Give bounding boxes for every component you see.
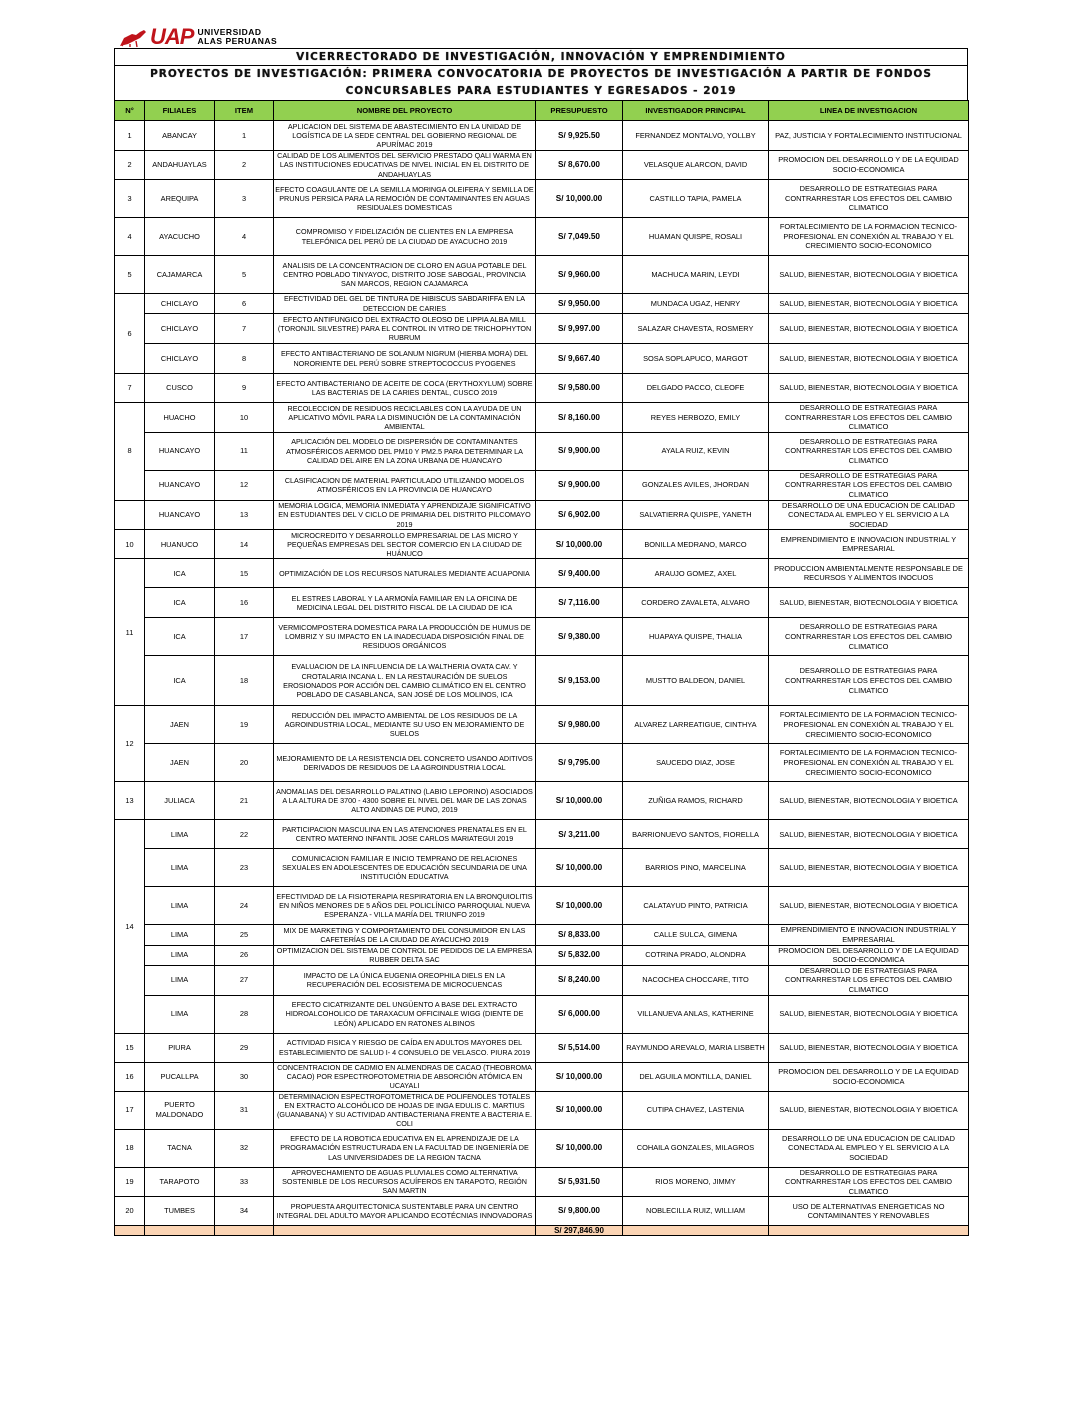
cell-investigador: DEL AGUILA MONTILLA, DANIEL xyxy=(623,1062,769,1091)
cell-presupuesto: S/ 9,667.40 xyxy=(536,344,623,374)
cell-presupuesto: S/ 10,000.00 xyxy=(536,530,623,559)
table-row xyxy=(115,1033,969,1062)
cell-presupuesto: S/ 10,000.00 xyxy=(536,1129,623,1167)
cell-investigador: SAUCEDO DIAZ, JOSE xyxy=(623,744,769,782)
cell-n: 18 xyxy=(115,1129,145,1167)
cell-item: 5 xyxy=(215,256,274,294)
cell-proyecto: PROPUESTA ARQUITECTONICA SUSTENTABLE PARA UN CENTRO INTEGRAL DEL ADULTO MAYOR APLICANDO ECOTÉCNIAS INNOVADORAS xyxy=(274,1197,536,1226)
cell-filial: JAEN xyxy=(145,706,215,744)
cell-presupuesto: S/ 10,000.00 xyxy=(536,1091,623,1129)
cell-linea: DESARROLLO DE ESTRATEGIAS PARA CONTRARRESTAR LOS EFECTOS DEL CAMBIO CLIMATICO xyxy=(769,1167,969,1197)
cell-filial: AREQUIPA xyxy=(145,180,215,218)
cell-item: 7 xyxy=(215,314,274,344)
cell-filial: JAEN xyxy=(145,744,215,782)
projects-document xyxy=(114,48,968,1236)
table-row xyxy=(115,820,969,849)
cell-filial: ICA xyxy=(145,618,215,656)
logo-name-line2: ALAS PERUANAS xyxy=(197,36,278,46)
cell-proyecto: ANALISIS DE LA CONCENTRACION DE CLORO EN AGUA POTABLE DEL CENTRO POBLADO TINYAYOC, DISTRITO JOSE SABOGAL, PROVINCIA SAN MARCOS, REGION CAJAMARCA xyxy=(274,256,536,294)
cell-proyecto: ACTIVIDAD FISICA Y RIESGO DE CAÍDA EN ADULTOS MAYORES DEL ESTABLECIMIENTO DE SALUD I- 4 CONSUELO DE VELASCO. PIURA 2019 xyxy=(274,1033,536,1062)
cell-investigador: CALATAYUD PINTO, PATRICIA xyxy=(623,887,769,925)
cell-presupuesto: S/ 9,900.00 xyxy=(536,432,623,470)
cell-n: 11 xyxy=(115,559,145,706)
cell-item: 25 xyxy=(215,925,274,945)
cell-filial: HUANUCO xyxy=(145,530,215,559)
cell-item: 13 xyxy=(215,500,274,530)
cell-filial: HUANCAYO xyxy=(145,470,215,500)
cell-item: 26 xyxy=(215,945,274,965)
cell-proyecto: PARTICIPACION MASCULINA EN LAS ATENCIONES PRENATALES EN EL CENTRO MATERNO INFANTIL JOSE CARLOS MARIATEGUI 2019 xyxy=(274,820,536,849)
cell-linea: DESARROLLO DE ESTRATEGIAS PARA CONTRARRESTAR LOS EFECTOS DEL CAMBIO CLIMATICO xyxy=(769,180,969,218)
cell-filial: CHICLAYO xyxy=(145,344,215,374)
cell-proyecto: EFECTO CICATRIZANTE DEL UNGÜENTO A BASE DEL EXTRACTO HIDROALCOHOLICO DE TARAXACUM OFFICINALE WIGG (DIENTE DE LEÓN) APLICADO EN RATONES ALBINOS xyxy=(274,995,536,1033)
cell-investigador: BARRIOS PINO, MARCELINA xyxy=(623,849,769,887)
cell-investigador: DELGADO PACCO, CLEOFE xyxy=(623,374,769,403)
cell-proyecto: COMPROMISO Y FIDELIZACIÓN DE CLIENTES EN LA EMPRESA TELEFÓNICA DEL PERÚ DE LA CIUDAD DE AYACUCHO 2019 xyxy=(274,218,536,256)
cell-linea: SALUD, BIENESTAR, BIOTECNOLOGIA Y BIOETICA xyxy=(769,374,969,403)
cell-proyecto: EFECTO DE LA ROBOTICA EDUCATIVA EN EL APRENDIZAJE DE LA PROGRAMACIÓN ESTRUCTURADA EN LA FACULTAD DE INGENIERÍA DE LAS UNIVERSIDADES DE LA REGION TACNA xyxy=(274,1129,536,1167)
table-row xyxy=(115,218,969,256)
cell-filial: LIMA xyxy=(145,820,215,849)
cell-investigador: BARRIONUEVO SANTOS, FIORELLA xyxy=(623,820,769,849)
university-logo xyxy=(118,24,277,50)
cell-proyecto: DETERMINACION ESPECTROFOTOMETRICA DE POLIFENOLES TOTALES EN EXTRACTO ALCOHÓLICO DE HOJAS DE INGA EDULIS C. MARTIUS (GUANABANA) Y SU ACTIVIDAD ANTIBACTERIANA FRENTE A BACTERIA E. COLI xyxy=(274,1091,536,1129)
cell-proyecto: MEJORAMIENTO DE LA RESISTENCIA DEL CONCRETO USANDO ADITIVOS DERIVADOS DE RESIDUOS DE LA AGROINDUSTRIA LOCAL xyxy=(274,744,536,782)
cell-item: 6 xyxy=(215,294,274,314)
cell-proyecto: APLICACION DEL SISTEMA DE ABASTECIMIENTO EN LA UNIDAD DE LOGÍSTICA DE LA SEDE CENTRAL DEL GOBIERNO REGIONAL DE APURÍMAC 2019 xyxy=(274,121,536,151)
cell-presupuesto: S/ 5,514.00 xyxy=(536,1033,623,1062)
cell-presupuesto: S/ 6,000.00 xyxy=(536,995,623,1033)
cell-presupuesto: S/ 9,925.50 xyxy=(536,121,623,151)
cell-investigador: CUTIPA CHAVEZ, LASTENIA xyxy=(623,1091,769,1129)
cell-linea: EMPRENDIMIENTO E INNOVACION INDUSTRIAL Y EMPRESARIAL xyxy=(769,530,969,559)
cell-filial: LIMA xyxy=(145,849,215,887)
cell-n: 10 xyxy=(115,530,145,559)
table-row xyxy=(115,530,969,559)
cell-investigador: CASTILLO TAPIA, PAMELA xyxy=(623,180,769,218)
cell-filial: JULIACA xyxy=(145,782,215,820)
cell-investigador: AYALA RUIZ, KEVIN xyxy=(623,432,769,470)
cell-linea: DESARROLLO DE ESTRATEGIAS PARA CONTRARRESTAR LOS EFECTOS DEL CAMBIO CLIMATICO xyxy=(769,618,969,656)
table-row xyxy=(115,559,969,588)
table-row xyxy=(115,849,969,887)
cell-item: 12 xyxy=(215,470,274,500)
cell-investigador: NACOCHEA CHOCCARE, TITO xyxy=(623,965,769,995)
cell-presupuesto: S/ 7,116.00 xyxy=(536,588,623,618)
cell-linea: SALUD, BIENESTAR, BIOTECNOLOGIA Y BIOETICA xyxy=(769,995,969,1033)
cell-item: 20 xyxy=(215,744,274,782)
cell-proyecto: EFECTIVIDAD DEL GEL DE TINTURA DE HIBISCUS SABDARIFFA EN LA DETECCION DE CARIES xyxy=(274,294,536,314)
cell-proyecto: MEMORIA LOGICA, MEMORIA INMEDIATA Y APRENDIZAJE SIGNIFICATIVO EN ESTUDIANTES DEL V CICLO DE PRIMARIA DEL DISTRITO PILCOMAYO 2019 xyxy=(274,500,536,530)
table-row xyxy=(115,374,969,403)
table-row xyxy=(115,995,969,1033)
cell-investigador: HUAPAYA QUISPE, THALIA xyxy=(623,618,769,656)
cell-linea: DESARROLLO DE ESTRATEGIAS PARA CONTRARRESTAR LOS EFECTOS DEL CAMBIO CLIMATICO xyxy=(769,470,969,500)
cell-item: 18 xyxy=(215,656,274,706)
cell-filial: TARAPOTO xyxy=(145,1167,215,1197)
table-row xyxy=(115,470,969,500)
cell-presupuesto: S/ 10,000.00 xyxy=(536,849,623,887)
cell-linea: SALUD, BIENESTAR, BIOTECNOLOGIA Y BIOETICA xyxy=(769,1091,969,1129)
cell-item: 30 xyxy=(215,1062,274,1091)
cell-linea: PROMOCION DEL DESARROLLO Y DE LA EQUIDAD SOCIO-ECONOMICA xyxy=(769,1062,969,1091)
cell-n: 12 xyxy=(115,706,145,782)
col-header-investigador: INVESTIGADOR PRINCIPAL xyxy=(623,101,769,121)
table-row xyxy=(115,618,969,656)
cell-n: 15 xyxy=(115,1033,145,1062)
cell-proyecto: ANOMALIAS DEL DESARROLLO PALATINO (LABIO LEPORINO) ASOCIADOS A LA ALTURA DE 3700 - 4300 SOBRE EL NIVEL DEL MAR DE LAS ZONAS ALTO ANDINAS DE PUNO, 2019 xyxy=(274,782,536,820)
cell-presupuesto: S/ 8,160.00 xyxy=(536,403,623,433)
table-row xyxy=(115,925,969,945)
cell-n: 20 xyxy=(115,1197,145,1226)
cell-proyecto: OPTIMIZACION DEL SISTEMA DE CONTROL DE PEDIDOS DE LA EMPRESA RUBBER DELTA SAC xyxy=(274,945,536,965)
col-header-presupuesto: PRESUPUESTO xyxy=(536,101,623,121)
cell-n: 5 xyxy=(115,256,145,294)
cell-item: 16 xyxy=(215,588,274,618)
cell-item: 9 xyxy=(215,374,274,403)
cell-filial: CUSCO xyxy=(145,374,215,403)
cell-proyecto: EFECTO ANTIBACTERIANO DE ACEITE DE COCA (ERYTHOXYLUM) SOBRE LAS BACTERIAS DE LA CARIES DENTAL, CUSCO 2019 xyxy=(274,374,536,403)
cell-linea: PROMOCION DEL DESARROLLO Y DE LA EQUIDAD SOCIO-ECONOMICA xyxy=(769,945,969,965)
cell-item: 32 xyxy=(215,1129,274,1167)
cell-proyecto: EFECTO ANTIFUNGICO DEL EXTRACTO OLEOSO DE LIPPIA ALBA MILL (TORONJIL SILVESTRE) PARA EL CONTROL IN VITRO DE TRICHOPHYTON RUBRUM xyxy=(274,314,536,344)
cell-linea: SALUD, BIENESTAR, BIOTECNOLOGIA Y BIOETICA xyxy=(769,1033,969,1062)
cell-item: 4 xyxy=(215,218,274,256)
col-header-item: ITEM xyxy=(215,101,274,121)
cell-investigador: RAYMUNDO AREVALO, MARIA LISBETH xyxy=(623,1033,769,1062)
cell-proyecto: REDUCCIÓN DEL IMPACTO AMBIENTAL DE LOS RESIDUOS DE LA AGROINDUSTRIA LOCAL, MEDIANTE SU USO EN MEJORAMIENTO DE SUELOS xyxy=(274,706,536,744)
cell-presupuesto: S/ 6,902.00 xyxy=(536,500,623,530)
cell-n: 2 xyxy=(115,151,145,180)
cell-linea: DESARROLLO DE ESTRATEGIAS PARA CONTRARRESTAR LOS EFECTOS DEL CAMBIO CLIMATICO xyxy=(769,656,969,706)
cell-item: 2 xyxy=(215,151,274,180)
cell-item: 31 xyxy=(215,1091,274,1129)
cell-proyecto: RECOLECCION DE RESIDUOS RECICLABLES CON LA AYUDA DE UN APLICATIVO MÓVIL PARA LA DISMINUCIÓN DE LA CONTAMINACIÓN AMBIENTAL xyxy=(274,403,536,433)
cell-linea: FORTALECIMIENTO DE LA FORMACION TECNICO-PROFESIONAL EN CONEXIÓN AL TRABAJO Y EL CRECIMIENTO SOCIO-ECONOMICO xyxy=(769,744,969,782)
cell-investigador: CORDERO ZAVALETA, ALVARO xyxy=(623,588,769,618)
cell-investigador: MUNDACA UGAZ, HENRY xyxy=(623,294,769,314)
cell-filial: ICA xyxy=(145,588,215,618)
cell-n: 4 xyxy=(115,218,145,256)
cell-proyecto: APLICACIÓN DEL MODELO DE DISPERSIÓN DE CONTAMINANTES ATMOSFÉRICOS AERMOD DEL PM10 Y PM2.5 PARA DETERMINAR LA CALIDAD DEL AIRE EN LA ZONA URBANA DE HUANCAYO xyxy=(274,432,536,470)
table-row xyxy=(115,1129,969,1167)
cell-linea: SALUD, BIENESTAR, BIOTECNOLOGIA Y BIOETICA xyxy=(769,294,969,314)
cell-presupuesto: S/ 3,211.00 xyxy=(536,820,623,849)
cell-presupuesto: S/ 9,795.00 xyxy=(536,744,623,782)
cell-proyecto: COMUNICACION FAMILIAR E INICIO TEMPRANO DE RELACIONES SEXUALES EN ADOLESCENTES DE EDUCACIÓN SECUNDARIA DE UNA INSTITUCIÓN EDUCATIVA xyxy=(274,849,536,887)
cell-proyecto: EFECTO ANTIBACTERIANO DE SOLANUM NIGRUM (HIERBA MORA) DEL NORORIENTE DEL PERÚ SOBRE STREPTOCOCCUS PYOGENES xyxy=(274,344,536,374)
cell-linea: EMPRENDIMIENTO E INNOVACION INDUSTRIAL Y EMPRESARIAL xyxy=(769,925,969,945)
cell-filial: HUANCAYO xyxy=(145,500,215,530)
cell-proyecto: EL ESTRES LABORAL Y LA ARMONÍA FAMILIAR EN LA OFICINA DE MEDICINA LEGAL DEL DISTRITO FISCAL DE LA CIUDAD DE ICA xyxy=(274,588,536,618)
logo-brand: UAP xyxy=(150,24,194,49)
cell-presupuesto: S/ 8,833.00 xyxy=(536,925,623,945)
cell-presupuesto: S/ 9,980.00 xyxy=(536,706,623,744)
cell-investigador: CALLE SULCA, GIMENA xyxy=(623,925,769,945)
cell-linea: FORTALECIMIENTO DE LA FORMACION TECNICO-PROFESIONAL EN CONEXIÓN AL TRABAJO Y EL CRECIMIENTO SOCIO-ECONOMICO xyxy=(769,218,969,256)
cell-n: 8 xyxy=(115,403,145,501)
cell-linea: FORTALECIMIENTO DE LA FORMACION TECNICO-PROFESIONAL EN CONEXIÓN AL TRABAJO Y EL CRECIMIENTO SOCIO-ECONOMICO xyxy=(769,706,969,744)
table-row xyxy=(115,965,969,995)
cell-linea: DESARROLLO DE ESTRATEGIAS PARA CONTRARRESTAR LOS EFECTOS DEL CAMBIO CLIMATICO xyxy=(769,965,969,995)
cell-n: 13 xyxy=(115,782,145,820)
cell-filial: ICA xyxy=(145,559,215,588)
cell-investigador: MACHUCA MARIN, LEYDI xyxy=(623,256,769,294)
cell-linea: PROMOCION DEL DESARROLLO Y DE LA EQUIDAD SOCIO-ECONOMICA xyxy=(769,151,969,180)
cell-presupuesto: S/ 9,997.00 xyxy=(536,314,623,344)
col-header-n: N° xyxy=(115,101,145,121)
table-row xyxy=(115,588,969,618)
cell-presupuesto: S/ 9,380.00 xyxy=(536,618,623,656)
table-row xyxy=(115,945,969,965)
cell-item: 3 xyxy=(215,180,274,218)
cell-investigador: SALAZAR CHAVESTA, ROSMERY xyxy=(623,314,769,344)
cell-proyecto: EFECTIVIDAD DE LA FISIOTERAPIA RESPIRATORIA EN LA BRONQUIOLITIS EN NIÑOS MENORES DE 5 AÑOS DEL POLICLÍNICO PARROQUIAL NUEVA ESPERANZA - VILLA MARÍA DEL TRIUNFO 2019 xyxy=(274,887,536,925)
cell-filial: PIURA xyxy=(145,1033,215,1062)
table-row xyxy=(115,782,969,820)
table-row xyxy=(115,744,969,782)
cell-proyecto: CLASIFICACION DE MATERIAL PARTICULADO UTILIZANDO MODELOS ATMOSFÉRICOS EN LA PROVINCIA DE HUANCAYO xyxy=(274,470,536,500)
cell-proyecto: MIX DE MARKETING Y COMPORTAMIENTO DEL CONSUMIDOR EN LAS CAFETERÍAS DE LA CIUDAD DE AYACUCHO 2019 xyxy=(274,925,536,945)
cell-n: 14 xyxy=(115,820,145,1033)
cell-proyecto: OPTIMIZACIÓN DE LOS RECURSOS NATURALES MEDIANTE ACUAPONIA xyxy=(274,559,536,588)
cell-investigador: RIOS MORENO, JIMMY xyxy=(623,1167,769,1197)
cell-linea: SALUD, BIENESTAR, BIOTECNOLOGIA Y BIOETICA xyxy=(769,588,969,618)
table-row xyxy=(115,256,969,294)
cell-proyecto: CONCENTRACION DE CADMIO EN ALMENDRAS DE CACAO (THEOBROMA CACAO) POR ESPECTROFOTOMETRIA DE ABSORCIÓN ATÓMICA EN UCAYALI xyxy=(274,1062,536,1091)
cell-filial: HUANCAYO xyxy=(145,432,215,470)
cell-item: 23 xyxy=(215,849,274,887)
cell-item: 8 xyxy=(215,344,274,374)
table-row xyxy=(115,887,969,925)
cell-presupuesto: S/ 5,931.50 xyxy=(536,1167,623,1197)
cell-investigador: FERNANDEZ MONTALVO, YOLLBY xyxy=(623,121,769,151)
cell-linea: PAZ, JUSTICIA Y FORTALECIMIENTO INSTITUCIONAL xyxy=(769,121,969,151)
table-row xyxy=(115,706,969,744)
cell-proyecto: IMPACTO DE LA ÚNICA EUGENIA OREOPHILA DIELS EN LA RECUPERACIÓN DEL ECOSISTEMA DE MICROCUENCAS xyxy=(274,965,536,995)
cell-investigador: REYES HERBOZO, EMILY xyxy=(623,403,769,433)
cell-proyecto: EFECTO COAGULANTE DE LA SEMILLA MORINGA OLEIFERA Y SEMILLA DE PRUNUS PERSICA PARA LA REMOCIÓN DE CONTAMINANTES EN AGUAS RESIDUALES DOMESTICAS xyxy=(274,180,536,218)
cell-item: 15 xyxy=(215,559,274,588)
cell-filial: AYACUCHO xyxy=(145,218,215,256)
cell-n: 3 xyxy=(115,180,145,218)
cell-filial: PUCALLPA xyxy=(145,1062,215,1091)
cell-linea: SALUD, BIENESTAR, BIOTECNOLOGIA Y BIOETICA xyxy=(769,820,969,849)
cell-linea: SALUD, BIENESTAR, BIOTECNOLOGIA Y BIOETICA xyxy=(769,344,969,374)
cell-investigador: MUSTTO BALDEON, DANIEL xyxy=(623,656,769,706)
logo-name-line1: UNIVERSIDAD xyxy=(197,27,262,37)
cell-presupuesto: S/ 9,800.00 xyxy=(536,1197,623,1226)
table-row xyxy=(115,1197,969,1226)
cell-filial: CHICLAYO xyxy=(145,314,215,344)
cell-item: 34 xyxy=(215,1197,274,1226)
cell-presupuesto: S/ 7,049.50 xyxy=(536,218,623,256)
cell-proyecto: EVALUACION DE LA INFLUENCIA DE LA WALTHERIA OVATA CAV. Y CROTALARIA INCANA L. EN LA RESTAURACIÓN DE SUELOS EROSIONADOS POR ACCIÓN DEL CAMBIO CLIMÁTICO EN EL CENTRO POBLADO DE CASABLANCA, SAN JOSÉ DE LOS MOLINOS, ICA xyxy=(274,656,536,706)
cell-linea: SALUD, BIENESTAR, BIOTECNOLOGIA Y BIOETICA xyxy=(769,256,969,294)
table-row xyxy=(115,1167,969,1197)
table-row xyxy=(115,121,969,151)
table-row xyxy=(115,432,969,470)
cell-investigador: COTRINA PRADO, ALONDRA xyxy=(623,945,769,965)
cell-proyecto: MICROCREDITO Y DESARROLLO EMPRESARIAL DE LAS MICRO Y PEQUEÑAS EMPRESAS DEL SECTOR COMERCIO EN LA CIUDAD DE HUÁNUCO xyxy=(274,530,536,559)
cell-filial: CAJAMARCA xyxy=(145,256,215,294)
cell-investigador: ZUÑIGA RAMOS, RICHARD xyxy=(623,782,769,820)
cell-investigador: COHAILA GONZALES, MILAGROS xyxy=(623,1129,769,1167)
cell-presupuesto: S/ 9,153.00 xyxy=(536,656,623,706)
cell-investigador: SOSA SOPLAPUCO, MARGOT xyxy=(623,344,769,374)
cell-item: 24 xyxy=(215,887,274,925)
col-header-linea: LINEA DE INVESTIGACION xyxy=(769,101,969,121)
cell-filial: LIMA xyxy=(145,945,215,965)
cell-item: 28 xyxy=(215,995,274,1033)
table-header-row xyxy=(115,101,969,121)
table-row xyxy=(115,151,969,180)
cell-linea: SALUD, BIENESTAR, BIOTECNOLOGIA Y BIOETICA xyxy=(769,887,969,925)
cell-presupuesto: S/ 10,000.00 xyxy=(536,1062,623,1091)
cell-presupuesto: S/ 9,950.00 xyxy=(536,294,623,314)
col-header-proyecto: NOMBRE DEL PROYECTO xyxy=(274,101,536,121)
cell-n: 16 xyxy=(115,1062,145,1091)
cell-n: 17 xyxy=(115,1091,145,1129)
table-row xyxy=(115,294,969,314)
cell-linea: SALUD, BIENESTAR, BIOTECNOLOGIA Y BIOETICA xyxy=(769,849,969,887)
cell-item: 29 xyxy=(215,1033,274,1062)
cell-item: 27 xyxy=(215,965,274,995)
cell-item: 22 xyxy=(215,820,274,849)
cell-n: 7 xyxy=(115,374,145,403)
cell-investigador: HUAMAN QUISPE, ROSALI xyxy=(623,218,769,256)
cell-filial: PUERTO MALDONADO xyxy=(145,1091,215,1129)
document-subtitle: PROYECTOS DE INVESTIGACIÓN: PRIMERA CONVOCATORIA DE PROYECTOS DE INVESTIGACIÓN A PARTIR DE FONDOS CONCURSABLES PARA ESTUDIANTES Y EGRESADOS - 2019 xyxy=(114,65,968,100)
cell-linea: DESARROLLO DE ESTRATEGIAS PARA CONTRARRESTAR LOS EFECTOS DEL CAMBIO CLIMATICO xyxy=(769,403,969,433)
cell-linea: DESARROLLO DE UNA EDUCACION DE CALIDAD CONECTADA AL EMPLEO Y EL SERVICIO A LA SOCIEDAD xyxy=(769,1129,969,1167)
cell-proyecto: APROVECHAMIENTO DE AGUAS PLUVIALES COMO ALTERNATIVA SOSTENIBLE DE LOS RECURSOS ACUÍFEROS EN TARAPOTO, REGIÓN SAN MARTIN xyxy=(274,1167,536,1197)
cell-presupuesto: S/ 9,900.00 xyxy=(536,470,623,500)
cell-n xyxy=(115,500,145,530)
cell-investigador: ARAUJO GOMEZ, AXEL xyxy=(623,559,769,588)
cell-filial: ANDAHUAYLAS xyxy=(145,151,215,180)
table-row xyxy=(115,1091,969,1129)
cell-investigador: BONILLA MEDRANO, MARCO xyxy=(623,530,769,559)
cell-investigador: VILLANUEVA ANLAS, KATHERINE xyxy=(623,995,769,1033)
cell-item: 1 xyxy=(215,121,274,151)
document-title: VICERRECTORADO DE INVESTIGACIÓN, INNOVACIÓN Y EMPRENDIMIENTO xyxy=(114,48,968,65)
cell-presupuesto: S/ 10,000.00 xyxy=(536,782,623,820)
cell-filial: LIMA xyxy=(145,995,215,1033)
table-row xyxy=(115,656,969,706)
table-row xyxy=(115,344,969,374)
cell-presupuesto: S/ 10,000.00 xyxy=(536,887,623,925)
table-row xyxy=(115,314,969,344)
cell-linea: DESARROLLO DE ESTRATEGIAS PARA CONTRARRESTAR LOS EFECTOS DEL CAMBIO CLIMATICO xyxy=(769,432,969,470)
logo-university-name xyxy=(197,28,277,46)
cell-item: 10 xyxy=(215,403,274,433)
cell-investigador: NOBLECILLA RUIZ, WILLIAM xyxy=(623,1197,769,1226)
cell-linea: SALUD, BIENESTAR, BIOTECNOLOGIA Y BIOETICA xyxy=(769,782,969,820)
cell-item: 33 xyxy=(215,1167,274,1197)
cell-n: 1 xyxy=(115,121,145,151)
cell-investigador: ALVAREZ LARREATIGUE, CINTHYA xyxy=(623,706,769,744)
cell-investigador: SALVATIERRA QUISPE, YANETH xyxy=(623,500,769,530)
cell-filial: LIMA xyxy=(145,887,215,925)
cell-item: 17 xyxy=(215,618,274,656)
cell-linea: SALUD, BIENESTAR, BIOTECNOLOGIA Y BIOETICA xyxy=(769,314,969,344)
cell-item: 11 xyxy=(215,432,274,470)
cell-proyecto: VERMICOMPOSTERA DOMESTICA PARA LA PRODUCCIÓN DE HUMUS DE LOMBRIZ Y SU IMPACTO EN LA INADECUADA DISPOSICIÓN FINAL DE RESIDUOS ORGÁNICOS xyxy=(274,618,536,656)
cell-filial: LIMA xyxy=(145,925,215,945)
table-row xyxy=(115,403,969,433)
cell-linea: PRODUCCION AMBIENTALMENTE RESPONSABLE DE RECURSOS Y ALIMENTOS INOCUOS xyxy=(769,559,969,588)
cell-item: 19 xyxy=(215,706,274,744)
table-row xyxy=(115,1062,969,1091)
col-header-filiales: FILIALES xyxy=(145,101,215,121)
cell-n: 19 xyxy=(115,1167,145,1197)
total-row xyxy=(115,1226,969,1236)
cell-presupuesto: S/ 8,670.00 xyxy=(536,151,623,180)
projects-table-body xyxy=(115,121,969,1226)
table-row xyxy=(115,500,969,530)
cell-linea: DESARROLLO DE UNA EDUCACION DE CALIDAD CONECTADA AL EMPLEO Y EL SERVICIO A LA SOCIEDAD xyxy=(769,500,969,530)
cell-item: 21 xyxy=(215,782,274,820)
cell-filial: HUACHO xyxy=(145,403,215,433)
cell-filial: ABANCAY xyxy=(145,121,215,151)
projects-table xyxy=(114,100,969,1236)
cell-presupuesto: S/ 10,000.00 xyxy=(536,180,623,218)
cell-filial: LIMA xyxy=(145,965,215,995)
total-budget: S/ 297,846.90 xyxy=(536,1226,623,1236)
table-row xyxy=(115,180,969,218)
cell-item: 14 xyxy=(215,530,274,559)
cell-filial: TUMBES xyxy=(145,1197,215,1226)
cell-presupuesto: S/ 9,960.00 xyxy=(536,256,623,294)
cell-filial: TACNA xyxy=(145,1129,215,1167)
cell-presupuesto: S/ 9,400.00 xyxy=(536,559,623,588)
alpaca-logo-icon xyxy=(118,26,148,48)
cell-presupuesto: S/ 5,832.00 xyxy=(536,945,623,965)
cell-linea: USO DE ALTERNATIVAS ENERGETICAS NO CONTAMINANTES Y RENOVABLES xyxy=(769,1197,969,1226)
cell-presupuesto: S/ 9,580.00 xyxy=(536,374,623,403)
cell-investigador: GONZALES AVILES, JHORDAN xyxy=(623,470,769,500)
cell-n: 6 xyxy=(115,294,145,374)
cell-investigador: VELASQUE ALARCON, DAVID xyxy=(623,151,769,180)
cell-filial: CHICLAYO xyxy=(145,294,215,314)
cell-filial: ICA xyxy=(145,656,215,706)
cell-presupuesto: S/ 8,240.00 xyxy=(536,965,623,995)
cell-proyecto: CALIDAD DE LOS ALIMENTOS DEL SERVICIO PRESTADO QALI WARMA EN LAS INSTITUCIONES EDUCATIVAS DE NIVEL INICIAL EN EL DISTRITO DE ANDAHUAYLAS xyxy=(274,151,536,180)
